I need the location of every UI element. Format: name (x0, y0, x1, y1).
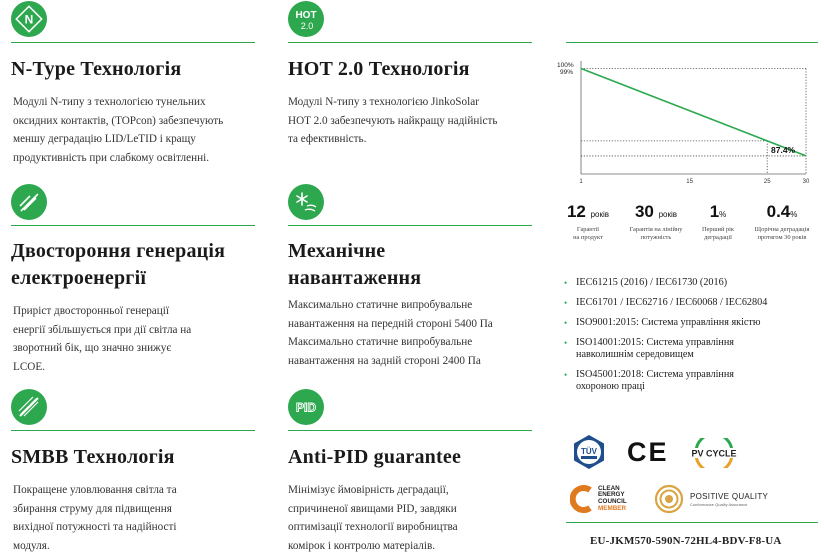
feature-title-smbb: SMBB Технологія (11, 446, 175, 468)
feature-desc-pid: Мінімізує ймовірність деградації, спричиненої явищами PID, завдяки оптимізації технології виробництва комірок і контролю матеріалів. (288, 484, 458, 552)
pv-cycle-logo (688, 438, 740, 468)
list-item: • ISO9001:2015: Система управління якістю (562, 317, 822, 329)
feature-desc-smbb: Покращене уловлювання світла та збирання струму для підвищення вихідної потужності та надійності модуля. (13, 484, 177, 552)
list-item: • ISO45001:2018: Система управління охороною праці (562, 369, 822, 393)
divider (288, 225, 532, 226)
clean-energy-council-logo: CLEAN ENERGY COUNCIL MEMBER (570, 485, 627, 513)
pv-cycle-text: PV CYCLE (691, 448, 737, 459)
hot-icon (288, 1, 324, 37)
tuv-logo (571, 434, 607, 470)
series-line-power-output (581, 69, 806, 156)
divider (566, 522, 818, 523)
feature-title-hot: HOT 2.0 Технологія (288, 58, 470, 80)
stat-warranty-power: 30 років Гарантія на лінійну потужність (629, 202, 683, 241)
stat-first-year-degradation: 1% Перший рік деградації (701, 202, 735, 241)
feature-desc-hot: Модулі N-типу з технологією JinkoSolar HOT 2.0 забезпечують найкращу надійність та ефективність. (288, 96, 498, 145)
divider (11, 430, 255, 431)
feature-desc-mech: Максимально статичне випробувальне навантаження на передній стороні 5400 Па Максимально статичне випробувальне навантаження на задній стороні 2400 Па (288, 299, 493, 367)
divider (11, 42, 255, 43)
list-item: • IEC61215 (2016) / IEC61730 (2016) (562, 277, 822, 289)
divider (11, 225, 255, 226)
list-item: • ISO14001:2015: Система управління навколишнім середовищем (562, 337, 822, 361)
pid-icon (288, 389, 324, 425)
feature-desc-bifacial: Приріст двосторонньої генерації енергії збільшується при дії світла на зворотний бік, що значно знижує LCOE. (13, 305, 192, 373)
n-type-icon (11, 1, 47, 37)
list-item: • IEC61701 / IEC62716 / IEC60068 / IEC62804 (562, 297, 822, 309)
x-tick-15: 15 (686, 179, 693, 185)
model-number: EU-JKM570-590N-72HL4-BDV-F8-UA (590, 535, 782, 547)
end-value-label: 87.4% (771, 145, 796, 155)
divider (288, 42, 532, 43)
feature-desc-ntype: Модулі N-типу з технологією тунельних оксидних контактів, (TOPcon) забезпечують меншу деградацію LID/LeTID і кращу продуктивність при слабкому освітленні. (13, 96, 224, 164)
feature-title-mech: Механічне навантаження (288, 240, 422, 289)
divider (566, 42, 818, 43)
snowflake-icon (288, 184, 324, 220)
stat-warranty-product: 12 років Гарантії на продукт (566, 202, 610, 241)
hot-icon-version: 2.0 (300, 21, 314, 31)
degradation-chart (556, 55, 818, 187)
bifacial-icon (11, 184, 47, 220)
feature-title-pid: Anti-PID guarantee (288, 446, 462, 468)
feature-title-ntype: N-Type Технологія (11, 58, 182, 80)
tuv-logo-text: TÜV (581, 447, 597, 456)
stat-annual-degradation: 0.4% Щорічна деградація протягом 30 років (754, 202, 810, 241)
x-tick-30: 30 (802, 179, 810, 185)
pid-icon-label: PID (295, 400, 317, 415)
certifications-list (562, 277, 822, 401)
y-label-100: 100% (557, 62, 574, 69)
positive-quality-logo: POSITIVE QUALITY Conformance Quality Assurance (654, 484, 768, 514)
ce-mark: CE (627, 437, 669, 467)
hot-icon-label: HOT (295, 10, 317, 21)
divider (288, 430, 532, 431)
x-tick-1: 1 (579, 179, 583, 185)
x-tick-25: 25 (763, 179, 771, 185)
feature-title-bifacial: Двостороння генерація електроенергії (11, 240, 226, 289)
smbb-icon (11, 389, 47, 425)
n-type-icon-label: N (24, 12, 34, 27)
y-label-99: 99% (560, 69, 574, 76)
